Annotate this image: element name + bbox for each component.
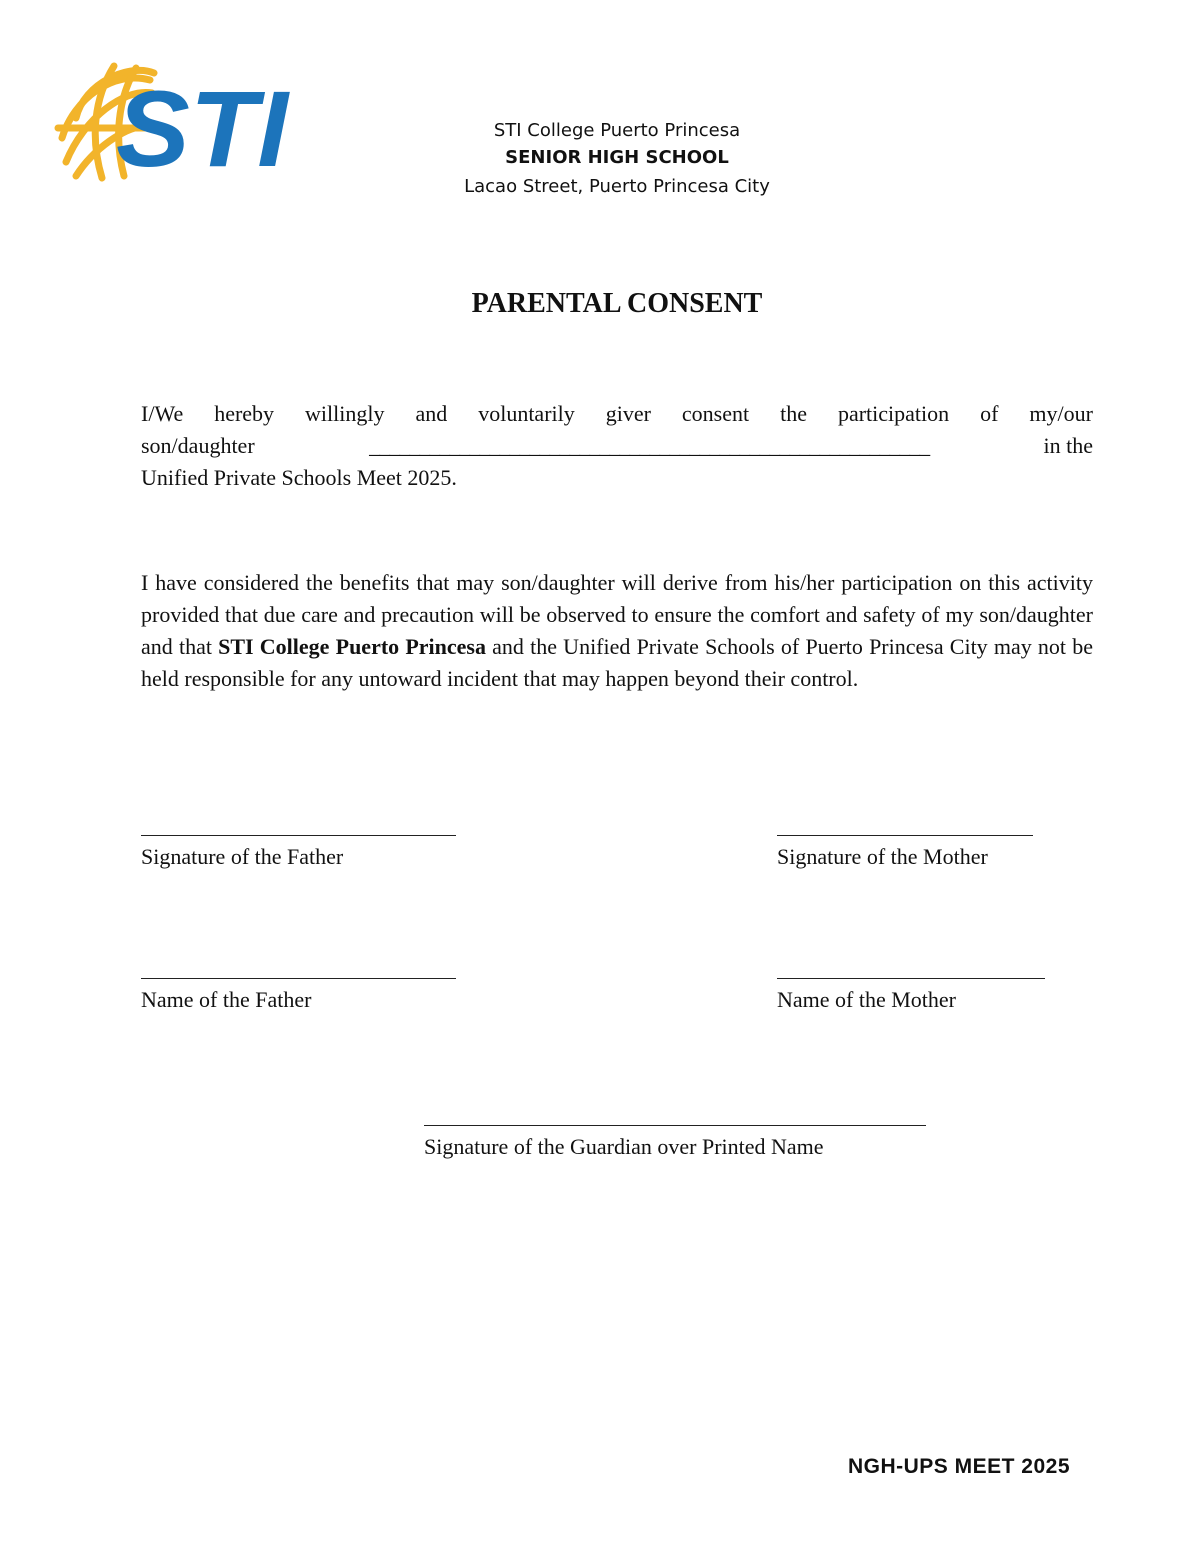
mother-name-line[interactable] [777, 978, 1045, 979]
school-level: SENIOR HIGH SCHOOL [505, 147, 729, 168]
mother-signature-line[interactable] [777, 835, 1033, 836]
acknowledgement-part-1: I have considered the benefits that may son/daughter will derive from his/her participation on this activity provided that due care and precaution will be observed to ensure the comfort and safety of my son/daughter and that [141, 570, 1093, 659]
school-address: Lacao Street, Puerto Princesa City [464, 176, 770, 197]
mother-signature-label: Signature of the Mother [777, 844, 988, 869]
father-name-label: Name of the Father [141, 987, 312, 1012]
consent-line-2 [141, 430, 1093, 462]
guardian-signature-line[interactable] [424, 1125, 926, 1126]
acknowledgement-school-bold: STI College Puerto Princesa [218, 634, 486, 659]
logo-wordmark: STI [116, 68, 290, 184]
consent-in-the: in the [1043, 433, 1093, 458]
document-title: PARENTAL CONSENT [471, 288, 763, 319]
mother-name-label: Name of the Mother [777, 987, 956, 1012]
consent-son-daughter-label: son/daughter [141, 433, 255, 458]
father-signature-line[interactable] [141, 835, 456, 836]
father-name-line[interactable] [141, 978, 456, 979]
father-signature-label: Signature of the Father [141, 844, 344, 869]
acknowledgement-paragraph [141, 567, 1093, 695]
acknowledgement-part-2: and the Unified Private Schools of Puerto Princesa City may not be held responsible for any untoward incident that may happen beyond their control. [141, 634, 1093, 691]
child-name-blank[interactable]: ________________________________________________________ [369, 433, 930, 458]
guardian-signature-label: Signature of the Guardian over Printed Name [424, 1134, 824, 1159]
consent-line-3: Unified Private Schools Meet 2025. [141, 465, 457, 490]
footer-event-label: NGH-UPS MEET 2025 [847, 1455, 1070, 1478]
consent-line-1: I/We hereby willingly and voluntarily giver consent the participation of my/our [141, 401, 1093, 426]
school-name: STI College Puerto Princesa [493, 120, 741, 141]
